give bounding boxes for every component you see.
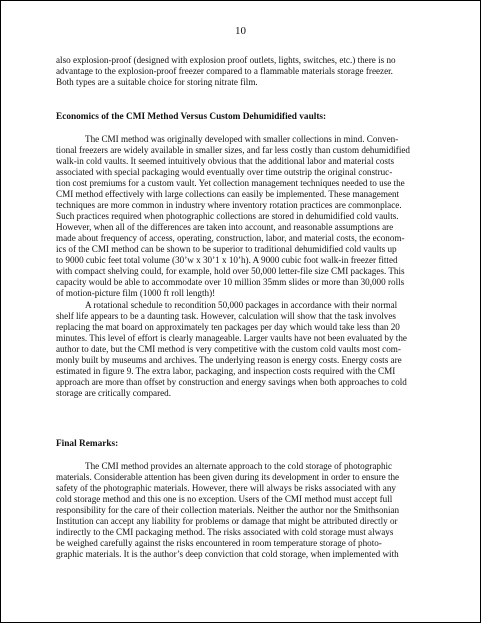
text-line: The CMI method was originally developed with smaller collections in mind. Conven-: [85, 134, 399, 144]
text-line: to 9000 cubic feet total volume (30’w x 30’1 x 10’h). A 9000 cubic foot walk-in freezer fitted: [56, 255, 398, 265]
text-line: advantage to the explosion-proof freezer compared to a flammable materials storage freezer.: [56, 66, 393, 76]
text-line: Both types are a suitable choice for storing nitrate film.: [56, 77, 258, 87]
text-line: estimated in figure 9. The extra labor, packaging, and inspection costs required with the CMI: [56, 366, 396, 376]
text-line: The CMI method provides an alternate approach to the cold storage of photographic: [85, 461, 393, 471]
final-remarks-paragraph: [56, 461, 429, 560]
text-line: associated with special packaging would eventually over time outstrip the original construc-: [56, 167, 393, 177]
economics-paragraph-1: [56, 134, 429, 299]
text-line: minutes. This level of effort is clearly manageable. Larger vaults have not been evaluated by the: [56, 333, 407, 343]
text-line: of motion-picture film (1000 ft roll length)!: [56, 288, 216, 298]
text-line: walk-in cold vaults. It seemed intuitively obvious that the additional labor and material costs: [56, 156, 395, 166]
text-line: A rotational schedule to recondition 50,000 packages in accordance with their normal: [85, 300, 398, 310]
text-line: with compact shelving could, for example, hold over 50,000 letter-file size CMI packages. This: [56, 266, 405, 276]
text-line: Institution can accept any liability for problems or damage that might be attributed directly or: [56, 516, 398, 526]
text-line: shelf life appears to be a daunting task. However, calculation will show that the task involves: [56, 311, 396, 321]
text-line: storage are critically compared.: [56, 388, 172, 398]
economics-paragraph-2: [56, 300, 429, 399]
text-line: Such practices required when photographic collections are stored in dehumidified cold vaults.: [56, 211, 399, 221]
text-line: techniques are more common in industry where inventory rotation practices are commonplace.: [56, 200, 402, 210]
text-line: be weighed carefully against the risks encountered in room temperature storage of photo-: [56, 538, 382, 548]
text-line: However, when all of the differences are taken into account, and reasonable assumptions are: [56, 222, 394, 232]
text-line: responsibility for the care of their collection materials. Neither the author nor the Smithsonian: [56, 505, 400, 515]
text-line: author to date, but the CMI method is very competitive with the custom cold vaults most com-: [56, 344, 401, 354]
text-line: indirectly to the CMI packaging method. The risks associated with cold storage must always: [56, 527, 394, 537]
text-line: cold storage method and this one is no exception. Users of the CMI method must accept full: [56, 494, 393, 504]
text-line: graphic materials. It is the author’s deep conviction that cold storage, when implemented with: [56, 549, 399, 559]
text-line: materials. Considerable attention has been given during its development in order to ensure the: [56, 472, 400, 482]
text-line: tional freezers are widely available in smaller sizes, and far less costly than custom dehumidified: [56, 145, 410, 155]
text-line: replacing the mat board on approximately ten packages per day which would take less than 20: [56, 322, 400, 332]
section-heading-economics: Economics of the CMI Method Versus Custom Dehumidified vaults:: [56, 112, 327, 122]
text-line: approach are more than offset by construction and energy savings when both approaches to cold: [56, 377, 407, 387]
text-line: monly built by museums and archives. The underlying reason is energy costs. Energy costs are: [56, 355, 402, 365]
text-line: capacity would be able to accommodate over 10 million 35mm slides or more than 30,000 rolls: [56, 277, 405, 287]
intro-paragraph: [56, 55, 429, 88]
text-line: made about frequency of access, operating, construction, labor, and material costs, the econom-: [56, 233, 405, 243]
text-line: CMI method effectively with large collections can easily be implemented. These management: [56, 189, 400, 199]
text-line: tion cost premiums for a custom vault. Yet collection management techniques needed to use the: [56, 178, 405, 188]
page-number: 10: [235, 25, 246, 37]
text-line: safety of the photographic materials. However, there will always be risks associated with any: [56, 483, 396, 493]
text-line: ics of the CMI method can be shown to be superior to traditional dehumidified cold vaults up: [56, 244, 397, 254]
text-line: also explosion-proof (designed with explosion proof outlets, lights, switches, etc.) there is no: [56, 55, 396, 65]
section-heading-final-remarks: Final Remarks:: [56, 439, 119, 449]
